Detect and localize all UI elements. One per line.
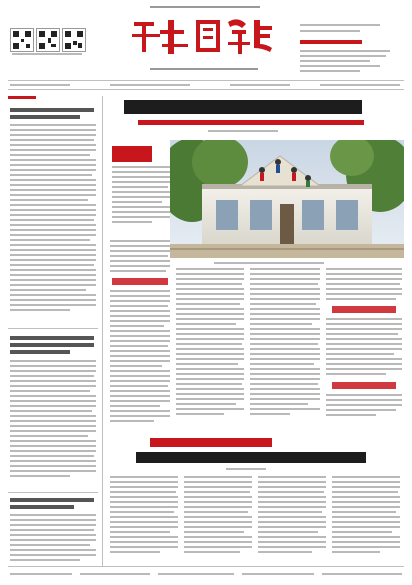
left-divider-1 <box>8 328 98 329</box>
left-column-divider <box>102 96 103 566</box>
left-section-tag <box>8 96 36 99</box>
masthead-rule <box>8 80 404 81</box>
lead-byline <box>208 130 278 132</box>
left-story-2-headline-3[interactable] <box>10 350 70 354</box>
lead-section-tag <box>112 146 152 162</box>
left-story-1-headline[interactable] <box>10 108 94 112</box>
masthead-rule-2 <box>8 89 404 90</box>
issue-number-mark <box>300 40 362 44</box>
main-col-1-subhead <box>112 278 168 285</box>
pub-info-line-5 <box>300 70 360 72</box>
left-story-1-headline-2[interactable] <box>10 115 80 119</box>
main-col-1 <box>110 240 172 430</box>
pub-info-line-4 <box>300 65 380 67</box>
lead-subhead-bar <box>138 120 364 125</box>
qr-code-1[interactable] <box>10 28 34 52</box>
qr-caption <box>12 53 82 55</box>
issue-week-line <box>300 30 360 32</box>
left-story-3-headline-2[interactable] <box>10 505 74 509</box>
strip-text-4 <box>320 84 400 86</box>
lead-photo-caption <box>214 262 324 264</box>
lead-headline[interactable] <box>108 96 404 136</box>
left-story-2-headline-2[interactable] <box>10 343 94 347</box>
lead-headline-bar <box>124 100 362 114</box>
pub-info-line-2 <box>300 55 386 57</box>
lower-body <box>108 476 404 560</box>
left-story-2-headline[interactable] <box>10 336 94 340</box>
lower-col-2 <box>184 476 254 560</box>
lower-col-1 <box>110 476 180 560</box>
qr-code-2[interactable] <box>36 28 60 52</box>
logo-pinyin <box>150 68 258 70</box>
pub-info-line-3 <box>300 60 370 62</box>
footer-rule <box>8 566 404 567</box>
main-col-4 <box>326 268 404 428</box>
newspaper-logo <box>128 14 278 62</box>
left-divider-2 <box>8 492 98 493</box>
lower-section-banner <box>150 438 272 447</box>
left-column <box>8 96 98 564</box>
lower-byline <box>226 468 266 470</box>
left-story-3-body <box>10 514 96 564</box>
footer-contact-strip <box>8 570 404 580</box>
main-col-3 <box>250 268 322 428</box>
left-story-1-body <box>10 124 96 324</box>
issue-date-line <box>300 24 380 26</box>
masthead <box>0 0 412 92</box>
strip-text-3 <box>230 84 290 86</box>
masthead-top-strip <box>150 6 260 8</box>
main-col-4-subhead-2 <box>332 382 396 389</box>
qr-code-3[interactable] <box>62 28 86 52</box>
main-col-4-subhead <box>332 306 396 313</box>
lead-intro-text <box>112 166 172 236</box>
lower-headline[interactable] <box>136 452 366 463</box>
main-col-2 <box>176 268 246 428</box>
pub-info-line-1 <box>300 50 390 52</box>
strip-text-1 <box>10 84 70 86</box>
left-story-3-headline[interactable] <box>10 498 94 502</box>
left-story-2-body <box>10 360 96 490</box>
strip-text-2 <box>110 84 190 86</box>
lower-col-3 <box>258 476 328 560</box>
lower-col-4 <box>332 476 402 560</box>
